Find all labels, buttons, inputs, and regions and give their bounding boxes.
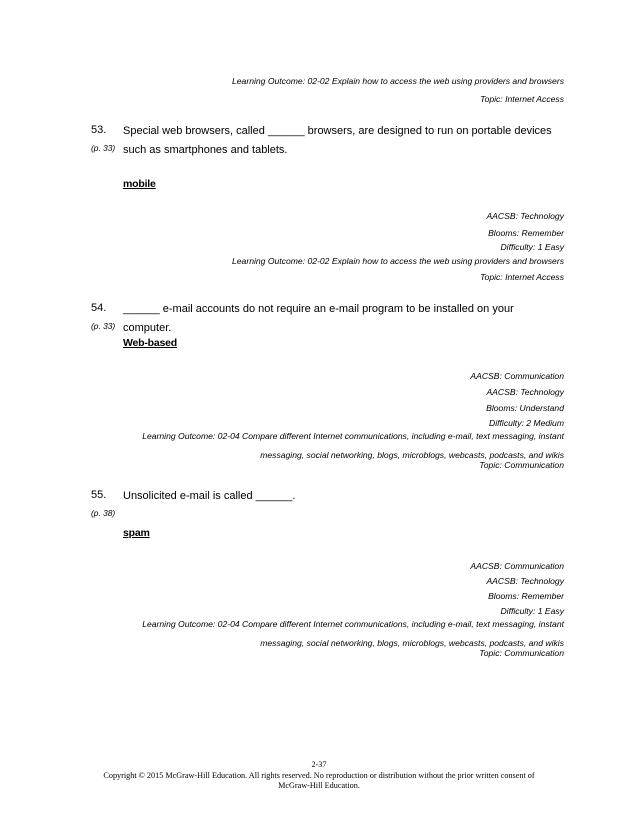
topic: Topic: Internet Access (480, 94, 564, 104)
answer: Web-based (123, 337, 178, 349)
learning-outcome: Learning Outcome: 02-04 Compare different Internet communications, including e-mail, text messaging, instant messaging, social networking, blogs, microblogs, webcasts, podcasts, and wikis (142, 431, 564, 460)
learning-outcome: Learning Outcome: 02-02 Explain how to access the web using providers and browsers (232, 76, 564, 86)
page-reference: (p. 38) (91, 508, 116, 518)
aacsb-tag: AACSB: Technology (486, 211, 564, 221)
topic: Topic: Communication (479, 648, 564, 658)
difficulty-tag: Difficulty: 1 Easy (500, 242, 564, 252)
question-text: Special web browsers, called ______ browsers, are designed to run on portable devices such as smartphones and tablets. (123, 125, 552, 156)
aacsb-tag: AACSB: Technology (486, 576, 564, 586)
blooms-tag: Blooms: Remember (488, 591, 564, 601)
learning-outcome: Learning Outcome: 02-02 Explain how to access the web using providers and browsers (232, 256, 564, 266)
page-reference: (p. 33) (91, 321, 116, 331)
topic: Topic: Communication (479, 460, 564, 470)
question-text: Unsolicited e-mail is called ______. (123, 490, 296, 502)
question-text: ______ e-mail accounts do not require an e-mail program to be installed on your computer. (123, 303, 514, 334)
question-number: 53. (91, 124, 107, 136)
copyright-notice: Copyright © 2015 McGraw-Hill Education. All rights reserved. No reproduction or distribution without the prior written consent of McGraw-Hill Education. (103, 771, 535, 790)
page-reference: (p. 33) (91, 143, 116, 153)
question-number: 55. (91, 489, 107, 501)
answer: spam (123, 527, 150, 539)
difficulty-tag: Difficulty: 1 Easy (500, 606, 564, 616)
aacsb-tag: AACSB: Communication (470, 561, 564, 571)
question-number: 54. (91, 302, 107, 314)
learning-outcome: Learning Outcome: 02-04 Compare different Internet communications, including e-mail, text messaging, instant messaging, social networking, blogs, microblogs, webcasts, podcasts, and wikis (142, 619, 564, 648)
aacsb-tag: AACSB: Technology (486, 387, 564, 397)
topic: Topic: Internet Access (480, 272, 564, 282)
blooms-tag: Blooms: Remember (488, 228, 564, 238)
blooms-tag: Blooms: Understand (486, 403, 564, 413)
page-number: 2-37 (311, 760, 327, 769)
aacsb-tag: AACSB: Communication (470, 371, 564, 381)
difficulty-tag: Difficulty: 2 Medium (489, 418, 564, 428)
answer: mobile (123, 178, 156, 190)
